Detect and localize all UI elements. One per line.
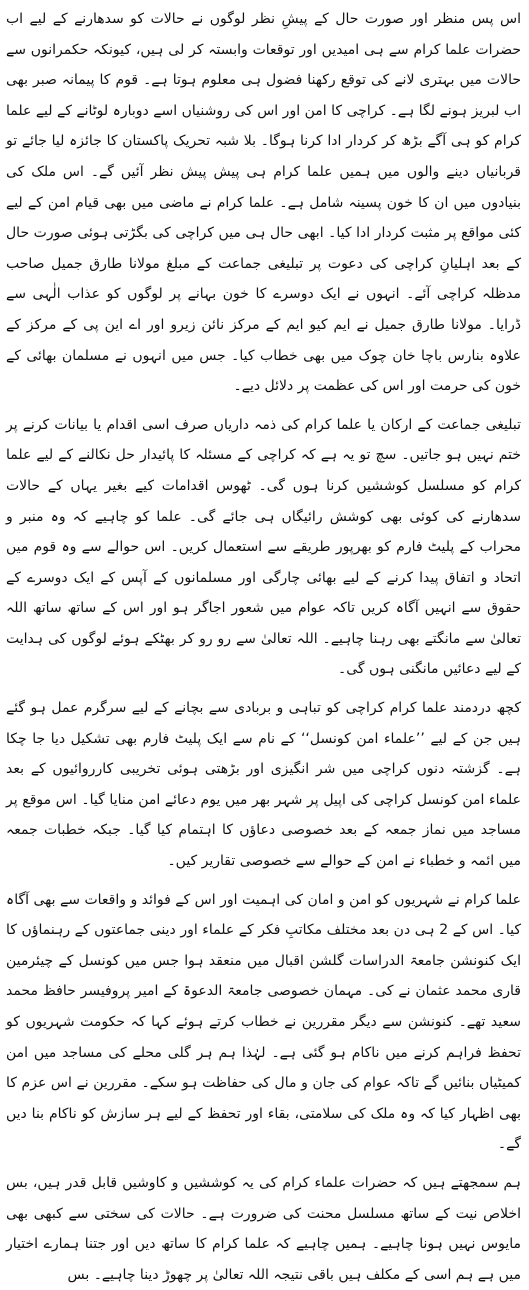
article-paragraph-1: اس پس منظر اور صورت حال کے پیشِ نظر لوگوں نے حالات کو سدھارنے کے لیے اب حضرات علما کرام سے ہی امیدیں اور توقعات وابستہ کر لی ہیں، کیونکہ حکمرانوں سے حالات میں بہتری لانے کی توقع رکھنا فضول ہی معلوم ہوتا ہے۔ قوم کا پیمانہ صبر بھی اب لبریز ہونے لگا ہے۔ کراچی کا امن اور اس کی روشنیاں اسے دوبارہ لوٹانے کے لیے علما کرام کو ہی آگے بڑھ کر کردار ادا کرنا ہوگا۔ بلا شبہ تحریک پاکستان کا جائزہ لیا جائے تو قربانیاں دینے والوں میں ہمیں علما کرام ہی پیش پیش نظر آئیں گے۔ اس ملک کی بنیادوں میں ان کا خون پسینہ شامل ہے۔ علما کرام نے ماضی میں بھی قیام امن کے لیے کئی مواقع پر مثبت کردار ادا کیا۔ ابھی حال ہی میں کراچی کی بگڑتی ہوئی صورت حال کے بعد اہلیانِ کراچی کی دعوت پر تبلیغی جماعت کے مبلغ مولانا طارق جمیل صاحب مدظلہ کراچی آئے۔ انہوں نے ایک دوسرے کا خون بہانے پر لوگوں کو عذاب الٰہی سے ڈرایا۔ مولانا طارق جمیل نے ایم کیو ایم کے مرکز نائن زیرو اور اے این پی کے مرکز کے علاوہ بنارس باچا خان چوک میں بھی خطاب کیا۔ جس میں انہوں نے مسلمان بھائی کے خون کی حرمت اور اس کی عظمت پر دلائل دیے۔ [6, 11, 521, 395]
article-paragraph-4: علما کرام نے شہریوں کو امن و امان کی اہمیت اور اس کے فوائد و واقعات سے بھی آگاہ کیا۔ اس کے 2 ہی دن بعد مختلف مکاتبِ فکر کے علماء اور دینی جماعتوں کے رہنماؤں کا ایک کنونشن جامعۃ الدراسات گلشن اقبال میں منعقد ہوا جس میں کونسل کے چیئرمین قاری محمد عثمان نے کی۔ مہمان خصوصی جامعۃ الدعوۃ کے امیر پروفیسر حافظ محمد سعید تھے۔ کنونشن سے دیگر مقررین نے خطاب کرتے ہوئے کہا کہ حکومت شہریوں کو تحفظ فراہم کرنے میں ناکام ہو گئی ہے۔ لہٰذا ہم ہر گلی محلے کی مساجد میں امن کمیٹیاں بنائیں گے تاکہ عوام کی جان و مال کی حفاظت ہو سکے۔ مقررین نے اس عزم کا بھی اظہار کیا کہ وہ ملک کی سلامتی، بقاء اور تحفظ کے لیے ہر سازش کو ناکام بنا دیں گے۔ [6, 891, 522, 1153]
article-paragraph-2: تبلیغی جماعت کے ارکان یا علما کرام کی ذمہ داریاں صرف اسی اقدام یا بیانات کرنے پر ختم نہیں ہو جاتیں۔ سچ تو یہ ہے کہ کراچی کے مسئلہ کا پائیدار حل نکالنے کے لیے علما کرام کو مسلسل کوششیں کرنا ہوں گی۔ ٹھوس اقدامات کیے بغیر یہاں کے حالات سدھارنے کی کوئی بھی کوشش رائیگاں ہی جائے گی۔ علما کو چاہیے کہ وہ منبر و محراب کے پلیٹ فارم کو بھرپور طریقے سے استعمال کریں۔ اس حوالے سے وہ قوم میں اتحاد و اتفاق پیدا کرنے کے لیے بھائی چارگی اور مسلمانوں کے آپس کے ایک دوسرے کے حقوق سے انہیں آگاہ کریں تاکہ عوام میں شعور اجاگر ہو اور اس کے ساتھ ساتھ اللہ تعالیٰ سے مانگتے بھی رہنا چاہیے۔ اللہ تعالیٰ سے رو رو کر بھٹکے ہوئے لوگوں کی ہدایت کے لیے دعائیں مانگنی ہوں گی۔ [6, 416, 521, 678]
article-paragraph-3: کچھ دردمند علما کرام کراچی کو تباہی و بربادی سے بچانے کے لیے سرگرم عمل ہو گئے ہیں جن کے لیے ’’علماء امن کونسل‘‘ کے نام سے ایک پلیٹ فارم بھی تشکیل دیا جا چکا ہے۔ گزشتہ دنوں کراچی میں شر انگیزی اور بڑھتی ہوئی تخریبی کارروائیوں کے بعد علماء امن کونسل کراچی کی اپیل پر شہر بھر میں یوم دعائے امن منایا گیا۔ اس موقع پر مساجد میں نماز جمعہ کے بعد خصوصی دعاؤں کا اہتمام کیا گیا۔ جبکہ خطبات جمعہ میں ائمہ و خطباء نے امن کے حوالے سے خصوصی تقاریر کیں۔ [6, 700, 521, 870]
article-paragraph-5: ہم سمجھتے ہیں کہ حضرات علماء کرام کی یہ کوششیں و کاوشیں قابل قدر ہیں، بس اخلاص نیت کے ساتھ مسلسل محنت کی ضرورت ہے۔ حالات کی سختی سے کبھی بھی مایوس نہیں ہونا چاہیے۔ ہمیں چاہیے کہ علما کرام کا ساتھ دیں اور جتنا ہمارے اختیار میں ہے ہم اسی کے مکلف ہیں باقی نتیجہ اللہ تعالیٰ پر چھوڑ دینا چاہیے۔ بس [6, 1174, 521, 1283]
